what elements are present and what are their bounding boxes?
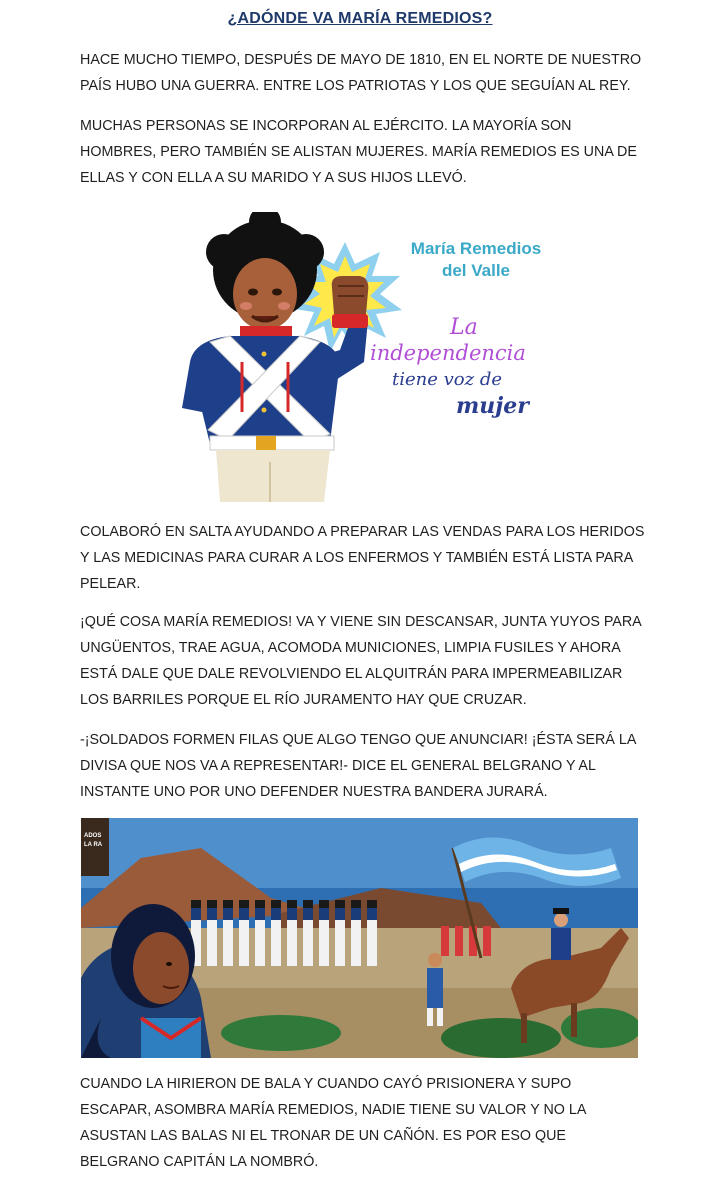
battle-scene: [81, 818, 638, 1058]
flag-oath-illustration: [81, 818, 638, 1058]
paragraph-5: -¡SOLDADOS FORMEN FILAS QUE ALGO TENGO QUE ANUNCIAR! ¡ÉSTA SERÁ LA DIVISA QUE NOS VA A REPRESENTAR!- DICE EL GENERAL BELGRANO Y AL INSTANTE UNO POR UNO DEFENDER NUESTRA BANDERA JURARÁ.: [80, 732, 636, 800]
paragraph-1: HACE MUCHO TIEMPO, DESPUÉS DE MAYO DE 1810, EN EL NORTE DE NUESTRO PAÍS HUBO UNA GUERRA. ENTRE LOS PATRIOTAS Y LOS QUE SEGUÍAN AL REY.: [80, 52, 642, 94]
paragraph-3: COLABORÓ EN SALTA AYUDANDO A PREPARAR LAS VENDAS PARA LOS HERIDOS Y LAS MEDICINAS PARA CURAR A LOS ENFERMOS Y TAMBIÉN ESTÁ LISTA PARA PELEAR.: [80, 524, 645, 592]
corner-caption: ADOS LA RA: [84, 833, 103, 848]
slogan-line-4: mujer: [456, 393, 529, 419]
paragraph-2: MUCHAS PERSONAS SE INCORPORAN AL EJÉRCITO. LA MAYORÍA SON HOMBRES, PERO TAMBIÉN SE ALISTAN MUJERES. MARÍA REMEDIOS ES UNA DE ELLAS Y CON ELLA A SU MARIDO Y A SUS HIJOS LLEVÓ.: [80, 118, 637, 186]
maria-remedios-illustration: [180, 212, 550, 502]
slogan-line-3: tiene voz de: [392, 369, 502, 390]
name-line-1: María Remedios: [410, 239, 542, 258]
slogan-line-1: La: [450, 315, 478, 340]
paragraph-4: ¡QUÉ COSA MARÍA REMEDIOS! VA Y VIENE SIN DESCANSAR, JUNTA YUYOS PARA UNGÜENTOS, TRAE AGUA, ACOMODA MUNICIONES, LIMPIA FUSILES Y AHORA ESTÁ DALE QUE DALE REVOLVIENDO EL ALQUITRÁN PARA IMPERMEABILIZAR LOS BARRILES PORQUE EL RÍO JURAMENTO HAY QUE CRUZAR.: [80, 614, 641, 708]
independence-slogan: [370, 316, 540, 418]
maria-remedios-name: [402, 238, 550, 282]
page-title: ¿ADÓNDE VA MARÍA REMEDIOS?: [227, 10, 493, 27]
paragraph-6: CUANDO LA HIRIERON DE BALA Y CUANDO CAYÓ PRISIONERA Y SUPO ESCAPAR, ASOMBRA MARÍA REMEDIOS, NADIE TIENE SU VALOR Y NO LA ASUSTAN LAS BALAS NI EL TRONAR DE UN CAÑÓN. ES POR ESO QUE BELGRANO CAPITÁN LA NOMBRÓ.: [80, 1076, 586, 1170]
slogan-line-2: independencia: [370, 341, 526, 365]
name-line-2: del Valle: [441, 261, 511, 280]
